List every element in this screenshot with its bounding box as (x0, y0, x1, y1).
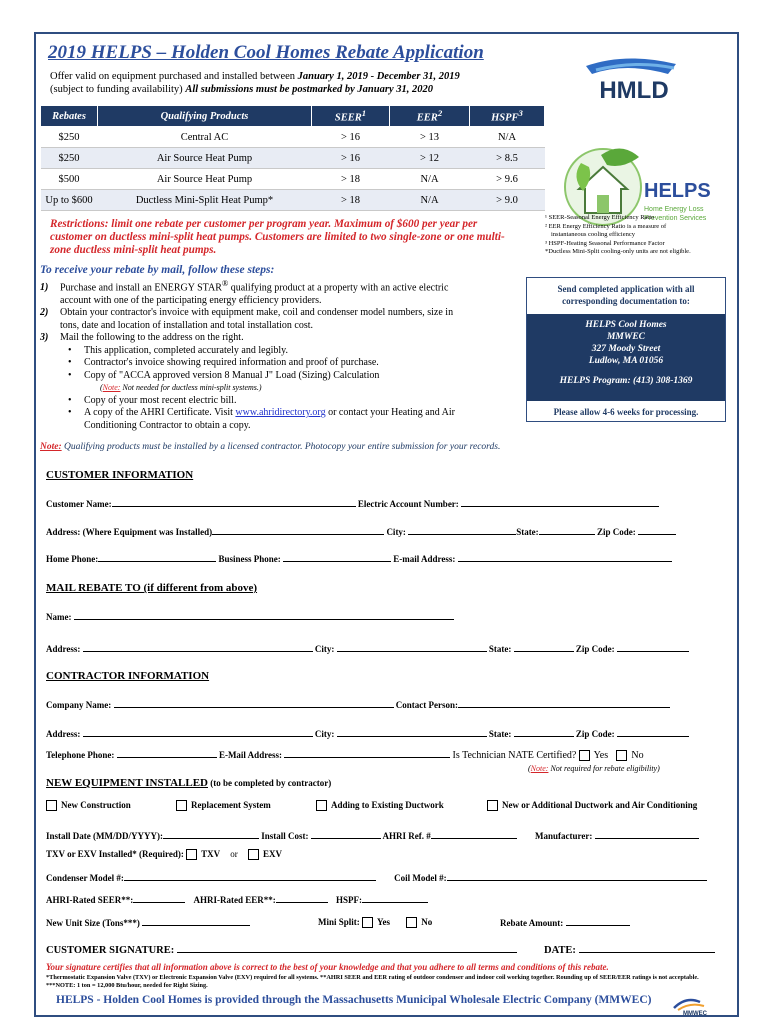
mmwec-logo (670, 994, 720, 1016)
mailing-address-box: Send completed application with all corresponding documentation to: HELPS Cool Homes MMWEC 327 Moody Street Ludlow, MA 01056 HELPS Program: (413) 308-1369 Please allow 4-6 weeks for processing. (526, 277, 726, 422)
hmld-logo (556, 52, 716, 112)
col-rebates: Rebates (41, 106, 98, 127)
mail-address-field[interactable] (83, 643, 313, 652)
customer-address-field[interactable] (212, 526, 384, 535)
ahri-directory-link[interactable]: www.ahridirectory.org (235, 407, 326, 419)
new-ductwork-checkbox[interactable] (487, 800, 498, 811)
contractor-email-field[interactable] (284, 749, 450, 758)
contractor-section-title: CONTRACTOR INFORMATION (46, 670, 210, 682)
ahri-seer-field[interactable] (133, 894, 185, 903)
install-cost-field[interactable] (311, 830, 381, 839)
helps-logo-text: HELPS (644, 180, 711, 202)
contractor-zip-field[interactable] (617, 728, 689, 737)
contractor-address-field[interactable] (83, 728, 313, 737)
list-item: • Contractor's invoice showing required information and proof of purchase. (40, 357, 520, 370)
table-row: $250 Air Source Heat Pump > 16 > 12 > 8.5 (41, 148, 545, 169)
table-row: $500 Air Source Heat Pump > 18 N/A > 9.6 (41, 169, 545, 190)
contact-person-field[interactable] (458, 699, 670, 708)
customer-name-field[interactable] (112, 498, 356, 507)
install-date-field[interactable] (163, 830, 259, 839)
ahri-ref-field[interactable] (431, 830, 517, 839)
mail-zip-field[interactable] (617, 643, 689, 652)
restrictions-text: Restrictions: limit one rebate per customer per program year. Maximum of $600 per year per customer on ductless mini-split heat pumps. Customers are limited to two single-zone or one multi-zone ductless mini-split heat pumps. (50, 218, 505, 256)
offer-dates: January 1, 2019 - December 31, 2019 (297, 71, 460, 82)
steps-title: To receive your rebate by mail, follow these steps: (40, 264, 275, 276)
exv-checkbox[interactable] (248, 849, 259, 860)
customer-signature-field[interactable] (177, 944, 517, 953)
list-item: • A copy of the AHRI Certificate. Visit www.ahridirectory.org or contact your Heating and Air (40, 407, 520, 420)
program-phone: HELPS Program: (413) 308-1369 (559, 376, 693, 386)
company-name-field[interactable] (114, 699, 394, 708)
nate-note: (Note: Not required for rebate eligibility) (528, 764, 660, 773)
list-item: • Copy of "ACCA approved version 8 Manual J" Load (Sizing) Calculation (40, 370, 520, 383)
new-construction-checkbox[interactable] (46, 800, 57, 811)
table-row: Up to $600 Ductless Mini-Split Heat Pump* > 18 N/A > 9.0 (41, 190, 545, 211)
list-item: • Copy of your most recent electric bill. (40, 395, 520, 408)
equipment-section-title: NEW EQUIPMENT INSTALLED (to be completed by contractor) (46, 777, 332, 789)
customer-section-title: CUSTOMER INFORMATION (46, 469, 194, 481)
mail-name-field[interactable] (74, 611, 454, 620)
offer-text: Offer valid on equipment purchased and installed between January 1, 2019 - December 31, 2019 (subject to funding availability) All submissions must be postmarked by January 31, 2020 (50, 71, 460, 95)
page-title: 2019 HELPS – Holden Cool Homes Rebate Application (48, 42, 484, 63)
col-hspf: HSPF$^3$ (470, 106, 545, 127)
hmld-logo-text: HMLD (599, 77, 669, 104)
postmark-deadline: All submissions must be postmarked by January 31, 2020 (185, 84, 433, 95)
mail-city-field[interactable] (337, 643, 487, 652)
fine-print: *Thermostatic Expansion Valve (TXV) or Electronic Expansion Valve (EXV) required for all systems. **AHRI SEER and EER rating of outdoor condenser and indoor coil working together. Rounding up of SEER/EER ratings is not acceptable. ***NOTE: 1 ton = 12,000 Btu/hour, needed for Right Sizing. (46, 974, 699, 989)
business-phone-field[interactable] (283, 553, 391, 562)
customer-city-field[interactable] (408, 526, 516, 535)
mail-state-field[interactable] (514, 643, 574, 652)
signature-certification: Your signature certifies that all information above is correct to the best of your knowledge and that you adhere to all terms and conditions of this rebate. (46, 962, 609, 972)
mini-split-yes-checkbox[interactable] (362, 917, 373, 928)
existing-ductwork-checkbox[interactable] (316, 800, 327, 811)
customer-zip-field[interactable] (638, 526, 676, 535)
mail-section-title: MAIL REBATE TO (if different from above) (46, 582, 258, 594)
license-note: Note: Qualifying products must be installed by a licensed contractor. Photocopy your entire submission for your records. (40, 442, 501, 452)
rebate-table (40, 105, 545, 211)
col-products: Qualifying Products (98, 106, 312, 127)
customer-email-field[interactable] (458, 553, 672, 562)
txv-checkbox[interactable] (186, 849, 197, 860)
rebate-amount-field[interactable] (566, 917, 630, 926)
rebate-form-page: 2019 HELPS – Holden Cool Homes Rebate Application Offer valid on equipment purchased and installed between January 1, 2019 - December 31, 2019 (subject to funding availability) All submissions must be postmarked by January 31, 2020 HMLD HELPS Home Energy Loss Prevention Services Rebates Qualifying Products SEER$^1$ EER$^2$ HSPF$^3$ $250 Central AC > 16 > 13 N/A $250 Air Source Heat Pump > 16 > 12 > 8.5 $500 Air Source Heat Pump > 18 N/A > 9.6 Up to $600 Ductless Mini-Split Heat Pump* > 18 N/A > 9.0 Restrictions: limit one rebate per customer per program year. Maximum of $600 per year per customer on ductless mini-split heat pumps. Customers are limited to two single-zone or one multi-zone ductless mini-split heat pumps. ¹ SEER-Seasonal Energy Efficiency Ratio ² EER Energy Efficiency Ratio is a measure of instantaneous cooling efficiency ³ HSPF-Heating Seasonal Performance Factor *Ductless Mini-Split cooling-only units are not eligible. To receive your rebate by mail, follow these steps: 1) Purchase and install an ENERGY STAR® qualifying product at a property with an active electric account with one of the participating energy efficiency providers. 2) Obtain your contractor's invoice with equipment make, coil and condenser model numbers, size in tons, date and location of installation and total installation cost. 3) Mail the following to the address on the right. • This application, completed accurately and legibly. • Contractor's invoice showing required information and proof of purchase. • Copy of "ACCA approved version 8 Manual J" Load (Sizing) Calculation (Note: Not needed for ductless mini-split systems.) • Copy of your most recent electric bill. • A copy of the AHRI Certificate. Visit www.ahridirectory.org or contact your Heating and Air Conditioning Contractor to obtain a copy. Note: Qualifying products must be installed by a licensed contractor. Photocopy your entire submission for your records. Send completed application with all corresponding documentation to: HELPS Cool Homes MMWEC 327 Moody Street Ludlow, MA 01056 HELPS Program: (413) 308-1369 Please allow 4-6 weeks for processing. CUSTOMER INFORMATION Customer Name: Electric Account Number: Address: (Where Equipment was Installed) City: State: Zip Code: Home Phone: Business Phone: E-mail Address: MAIL REBATE TO (if different from above) Name: Address: City: State: Zip Code: CONTRACTOR INFORMATION Company Name: Contact Person: Address: City: State: Zip Code: Telephone Phone: E-Mail Address: Is Technician NATE Certified? Yes No (Note: Not required for rebate eligibility) NEW EQUIPMENT INSTALLED (to be completed by contractor) New Construction Replacement System Adding to Existing Ductwork New or Additional Ductwork and Air Conditioning Install Date (MM/DD/YYYY): Install Cost: AHRI Ref. # Manufacturer: TXV or EXV Installed* (Required): TXV or EXV Condenser Model #: Coil Model #: AHRI-Rated SEER**: AHRI-Rated EER**: HSPF: New Unit Size (Tons***) Mini Split: Yes No Rebate Amount: CUSTOMER SIGNATURE: DATE: Your signature certifies that all information above is correct to the best of your knowledge and that you adhere to all terms and conditions of this rebate. *Thermostatic Expansion Valve (TXV) or Electronic Expansion Valve (EXV) required for all systems. **AHRI SEER and EER rating of outdoor condenser and indoor coil working together. Rounding up of SEER/EER ratings is not acceptable. ***NOTE: 1 ton = 12,000 Btu/hour, needed for Right Sizing. HELPS - Holden Cool Homes is provided through the Massachusetts Municipal Wholesale Electric Company (MMWEC) MMWEC (34, 32, 739, 1017)
steps-list: 1) Purchase and install an ENERGY STAR® qualifying product at a property with an active electric account with one of the participating energy efficiency providers. 2) Obtain your contractor's invoice with equipment make, coil and condenser model numbers, size in tons, date and location of installation and total installation cost. 3) Mail the following to the address on the right. • This application, completed accurately and legibly. • Contractor's invoice showing required information and proof of purchase. • Copy of "ACCA approved version 8 Manual J" Load (Sizing) Calculation (Note: Not needed for ductless mini-split systems.) • Copy of your most recent electric bill. • A copy of the AHRI Certificate. Visit www.ahridirectory.org or contact your Heating and Air Conditioning Contractor to obtain a copy. (40, 278, 520, 432)
col-seer: SEER$^1$ (312, 106, 390, 127)
ahri-eer-field[interactable] (276, 894, 328, 903)
manufacturer-field[interactable] (595, 830, 699, 839)
svg-text:Prevention Services: Prevention Services (644, 215, 707, 222)
replacement-system-checkbox[interactable] (176, 800, 187, 811)
mini-split-no-checkbox[interactable] (406, 917, 417, 928)
svg-text:MMWEC: MMWEC (683, 1011, 707, 1016)
coil-model-field[interactable] (447, 872, 707, 881)
contractor-state-field[interactable] (514, 728, 574, 737)
home-phone-field[interactable] (98, 553, 216, 562)
table-footnotes: ¹ SEER-Seasonal Energy Efficiency Ratio ² EER Energy Efficiency Ratio is a measure of instantaneous cooling efficiency ³ HSPF-Heating Seasonal Performance Factor *Ductless Mini-Split cooling-only units are not eligible. (545, 214, 691, 255)
footer-text: HELPS - Holden Cool Homes is provided through the Massachusetts Municipal Wholesale Electric Company (MMWEC) (56, 994, 652, 1006)
svg-text:Home Energy Loss: Home Energy Loss (644, 206, 704, 213)
mailing-address: HELPS Cool Homes MMWEC 327 Moody Street Ludlow, MA 01056 HELPS Program: (413) 308-1369 (527, 314, 725, 401)
col-eer: EER$^2$ (390, 106, 470, 127)
nate-no-checkbox[interactable] (616, 750, 627, 761)
signature-date-field[interactable] (579, 944, 715, 953)
contractor-phone-field[interactable] (117, 749, 217, 758)
nate-yes-checkbox[interactable] (579, 750, 590, 761)
table-header-row (41, 106, 545, 127)
contractor-city-field[interactable] (337, 728, 487, 737)
condenser-model-field[interactable] (124, 872, 376, 881)
customer-state-field[interactable] (539, 526, 595, 535)
list-item: • This application, completed accurately and legibly. (40, 345, 520, 358)
hspf-field[interactable] (362, 894, 428, 903)
table-row: $250 Central AC > 16 > 13 N/A (41, 127, 545, 148)
unit-size-field[interactable] (142, 917, 250, 926)
electric-account-field[interactable] (461, 498, 659, 507)
